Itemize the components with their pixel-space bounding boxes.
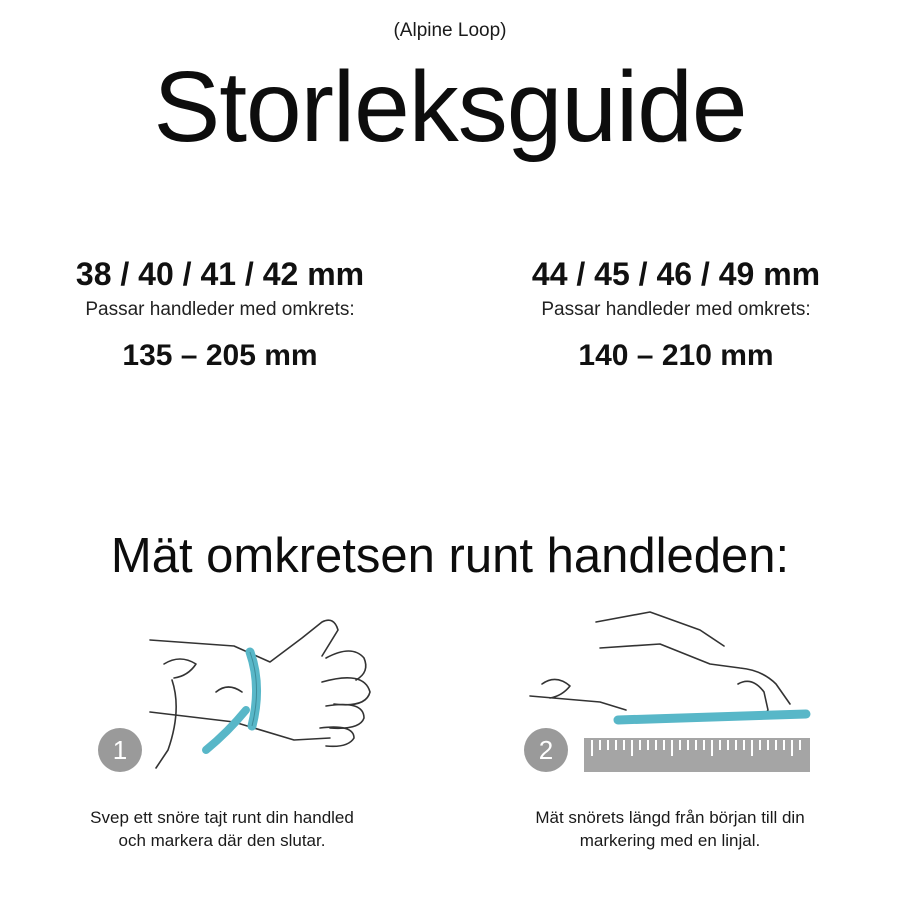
step-1-badge — [98, 728, 142, 772]
measure-heading: Mät omkretsen runt handleden: — [110, 529, 790, 583]
step-1-caption-line-1: Svep ett snöre tajt runt din handled — [90, 808, 354, 827]
measure-with-ruler-illustration — [500, 600, 880, 800]
step-2-caption-line-2: markering med en linjal. — [579, 831, 761, 850]
step-1-illustration — [64, 600, 444, 800]
step-1-number: 1 — [112, 735, 128, 765]
step-1-caption-line-2: och markera där den slutar. — [118, 831, 326, 850]
step-2-caption — [450, 806, 890, 852]
step-2-number: 2 — [538, 735, 554, 765]
wrist-range-large: 140 – 210 mm — [578, 339, 774, 372]
fits-label-large: Passar handleder med omkrets: — [541, 299, 811, 320]
size-group-small — [10, 252, 430, 374]
measuring-string — [618, 714, 806, 720]
fits-label-small: Passar handleder med omkrets: — [85, 299, 355, 320]
step-1-caption — [2, 806, 442, 852]
step-2-illustration — [500, 600, 880, 800]
step-2-caption-line-1: Mät snörets längd från början till din — [535, 808, 805, 827]
measuring-string — [206, 652, 257, 750]
hands-outline — [530, 612, 790, 718]
wrist-range-small: 135 – 205 mm — [122, 339, 318, 372]
size-group-large — [466, 252, 886, 374]
case-sizes-small: 38 / 40 / 41 / 42 mm — [75, 256, 365, 292]
subtitle: (Alpine Loop) — [393, 20, 507, 41]
page-title: Storleksguide — [153, 51, 747, 163]
step-2-badge — [524, 728, 568, 772]
wrap-string-around-wrist-illustration — [64, 600, 444, 800]
ruler — [584, 738, 810, 772]
case-sizes-large: 44 / 45 / 46 / 49 mm — [531, 256, 821, 292]
